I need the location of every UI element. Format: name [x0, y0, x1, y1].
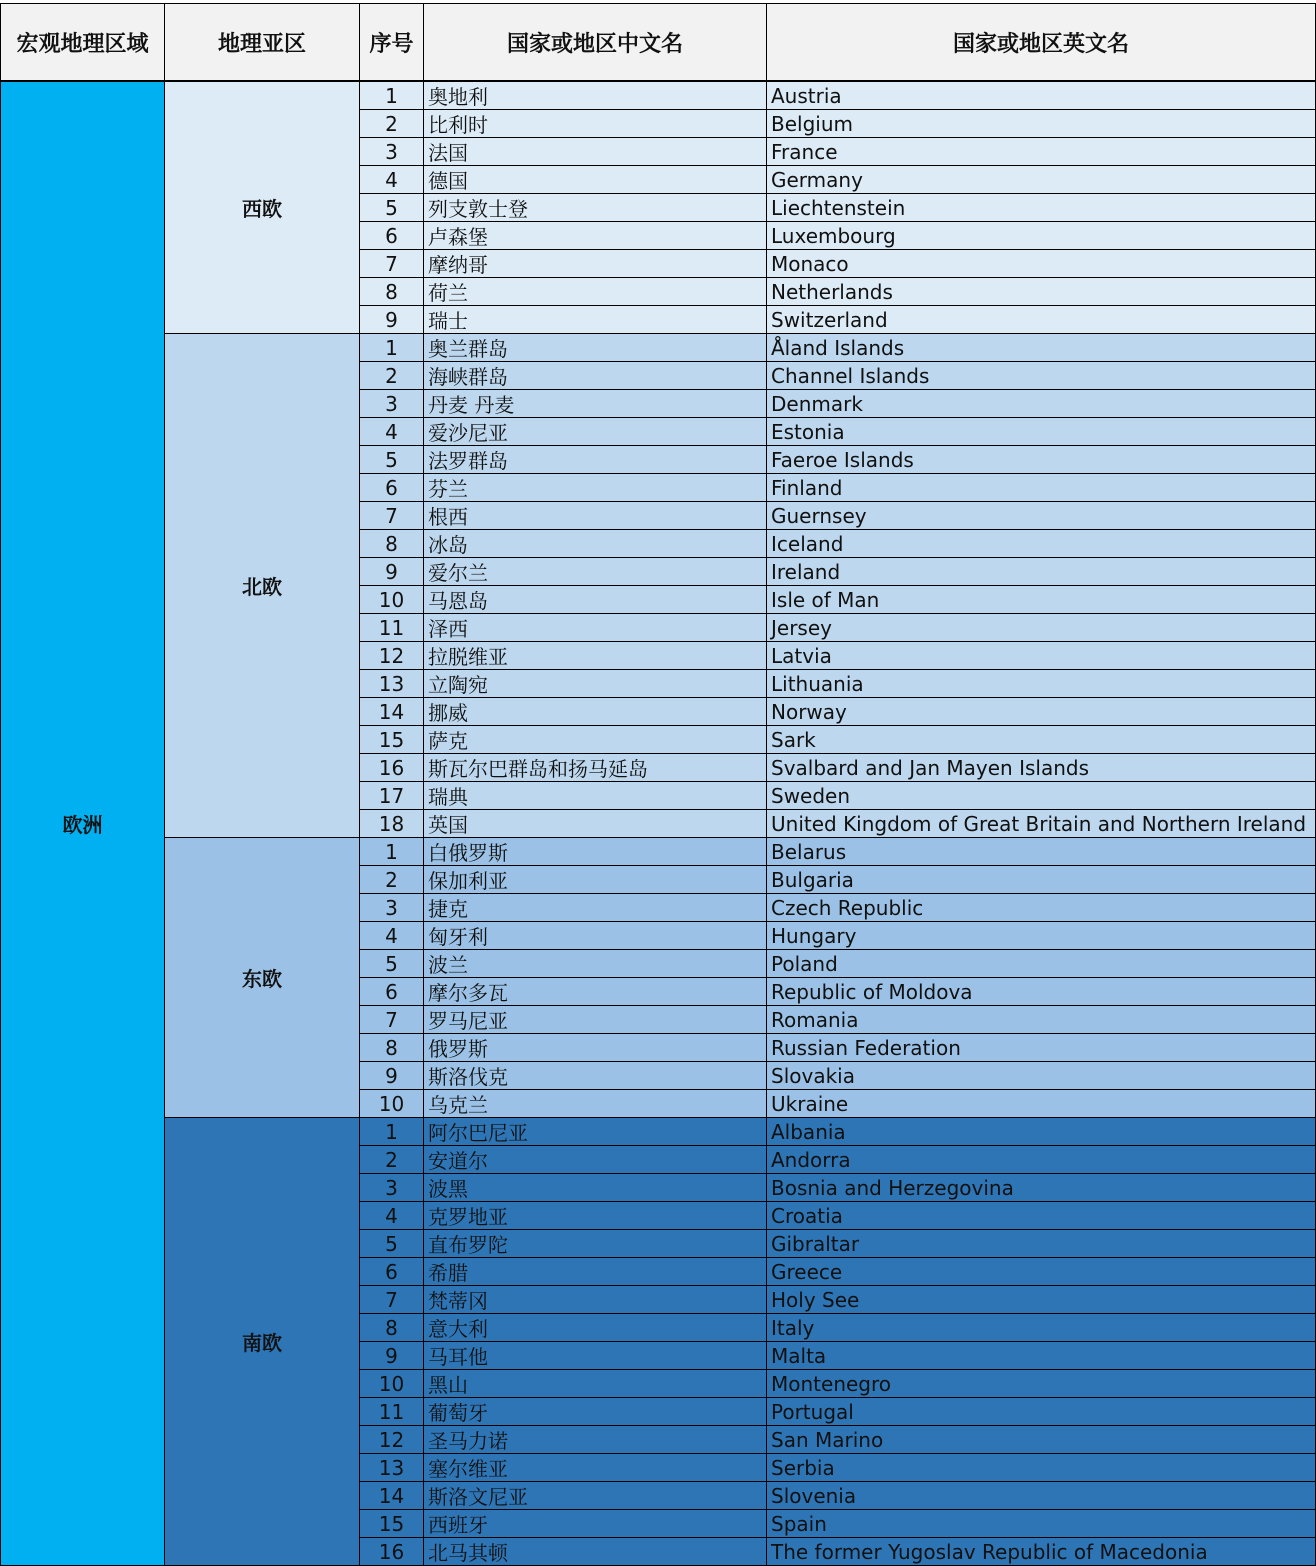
english-name[interactable]: San Marino — [766, 1425, 1316, 1454]
chinese-name[interactable]: 圣马力诺 — [423, 1425, 767, 1454]
row-index[interactable]: 1 — [359, 837, 424, 866]
chinese-name[interactable]: 爱沙尼亚 — [423, 417, 767, 446]
english-name[interactable]: Austria — [766, 81, 1316, 110]
chinese-name[interactable]: 冰岛 — [423, 529, 767, 558]
row-index[interactable]: 3 — [359, 137, 424, 166]
chinese-name[interactable]: 挪威 — [423, 697, 767, 726]
row-index[interactable]: 18 — [359, 809, 424, 838]
row-index[interactable]: 14 — [359, 1481, 424, 1510]
header-index[interactable]: 序号 — [359, 3, 424, 81]
row-index[interactable]: 14 — [359, 697, 424, 726]
chinese-name[interactable]: 奥兰群岛 — [423, 333, 767, 362]
english-name[interactable]: Czech Republic — [766, 893, 1316, 922]
chinese-name[interactable]: 乌克兰 — [423, 1089, 767, 1118]
chinese-name[interactable]: 荷兰 — [423, 277, 767, 306]
english-name[interactable]: Faeroe Islands — [766, 445, 1316, 474]
chinese-name[interactable]: 北马其顿 — [423, 1537, 767, 1566]
english-name[interactable]: Ukraine — [766, 1089, 1316, 1118]
row-index[interactable]: 5 — [359, 1229, 424, 1258]
chinese-name[interactable]: 安道尔 — [423, 1145, 767, 1174]
row-index[interactable]: 4 — [359, 165, 424, 194]
chinese-name[interactable]: 立陶宛 — [423, 669, 767, 698]
row-index[interactable]: 7 — [359, 501, 424, 530]
row-index[interactable]: 2 — [359, 109, 424, 138]
chinese-name[interactable]: 捷克 — [423, 893, 767, 922]
english-name[interactable]: Guernsey — [766, 501, 1316, 530]
english-name[interactable]: Malta — [766, 1341, 1316, 1370]
chinese-name[interactable]: 马恩岛 — [423, 585, 767, 614]
chinese-name[interactable]: 黑山 — [423, 1369, 767, 1398]
row-index[interactable]: 4 — [359, 921, 424, 950]
row-index[interactable]: 13 — [359, 669, 424, 698]
english-name[interactable]: Switzerland — [766, 305, 1316, 334]
chinese-name[interactable]: 斯洛伐克 — [423, 1061, 767, 1090]
english-name[interactable]: Spain — [766, 1509, 1316, 1538]
row-index[interactable]: 5 — [359, 193, 424, 222]
chinese-name[interactable]: 塞尔维亚 — [423, 1453, 767, 1482]
english-name[interactable]: Republic of Moldova — [766, 977, 1316, 1006]
english-name[interactable]: Poland — [766, 949, 1316, 978]
row-index[interactable]: 5 — [359, 445, 424, 474]
chinese-name[interactable]: 列支敦士登 — [423, 193, 767, 222]
chinese-name[interactable]: 奥地利 — [423, 81, 767, 110]
english-name[interactable]: Italy — [766, 1313, 1316, 1342]
row-index[interactable]: 9 — [359, 1061, 424, 1090]
english-name[interactable]: Belarus — [766, 837, 1316, 866]
row-index[interactable]: 3 — [359, 1173, 424, 1202]
english-name[interactable]: Liechtenstein — [766, 193, 1316, 222]
row-index[interactable]: 6 — [359, 221, 424, 250]
row-index[interactable]: 10 — [359, 585, 424, 614]
chinese-name[interactable]: 俄罗斯 — [423, 1033, 767, 1062]
row-index[interactable]: 8 — [359, 529, 424, 558]
chinese-name[interactable]: 爱尔兰 — [423, 557, 767, 586]
english-name[interactable]: Netherlands — [766, 277, 1316, 306]
english-name[interactable]: Russian Federation — [766, 1033, 1316, 1062]
chinese-name[interactable]: 泽西 — [423, 613, 767, 642]
row-index[interactable]: 17 — [359, 781, 424, 810]
english-name[interactable]: Åland Islands — [766, 333, 1316, 362]
row-index[interactable]: 11 — [359, 1397, 424, 1426]
chinese-name[interactable]: 葡萄牙 — [423, 1397, 767, 1426]
english-name[interactable]: Ireland — [766, 557, 1316, 586]
english-name[interactable]: Serbia — [766, 1453, 1316, 1482]
chinese-name[interactable]: 法国 — [423, 137, 767, 166]
row-index[interactable]: 15 — [359, 1509, 424, 1538]
chinese-name[interactable]: 意大利 — [423, 1313, 767, 1342]
chinese-name[interactable]: 萨克 — [423, 725, 767, 754]
chinese-name[interactable]: 希腊 — [423, 1257, 767, 1286]
chinese-name[interactable]: 保加利亚 — [423, 865, 767, 894]
chinese-name[interactable]: 法罗群岛 — [423, 445, 767, 474]
english-name[interactable]: Slovakia — [766, 1061, 1316, 1090]
header-english-name[interactable]: 国家或地区英文名 — [766, 3, 1316, 81]
english-name[interactable]: Jersey — [766, 613, 1316, 642]
english-name[interactable]: Germany — [766, 165, 1316, 194]
chinese-name[interactable]: 马耳他 — [423, 1341, 767, 1370]
english-name[interactable]: Portugal — [766, 1397, 1316, 1426]
english-name[interactable]: Sark — [766, 725, 1316, 754]
chinese-name[interactable]: 阿尔巴尼亚 — [423, 1117, 767, 1146]
chinese-name[interactable]: 德国 — [423, 165, 767, 194]
row-index[interactable]: 10 — [359, 1369, 424, 1398]
chinese-name[interactable]: 卢森堡 — [423, 221, 767, 250]
english-name[interactable]: Bosnia and Herzegovina — [766, 1173, 1316, 1202]
english-name[interactable]: Montenegro — [766, 1369, 1316, 1398]
row-index[interactable]: 8 — [359, 277, 424, 306]
subregion-cell[interactable]: 北欧 — [164, 333, 360, 838]
chinese-name[interactable]: 西班牙 — [423, 1509, 767, 1538]
row-index[interactable]: 1 — [359, 333, 424, 362]
english-name[interactable]: Svalbard and Jan Mayen Islands — [766, 753, 1316, 782]
chinese-name[interactable]: 瑞士 — [423, 305, 767, 334]
row-index[interactable]: 11 — [359, 613, 424, 642]
chinese-name[interactable]: 芬兰 — [423, 473, 767, 502]
row-index[interactable]: 4 — [359, 417, 424, 446]
chinese-name[interactable]: 根西 — [423, 501, 767, 530]
chinese-name[interactable]: 海峡群岛 — [423, 361, 767, 390]
chinese-name[interactable]: 梵蒂冈 — [423, 1285, 767, 1314]
english-name[interactable]: Croatia — [766, 1201, 1316, 1230]
row-index[interactable]: 8 — [359, 1313, 424, 1342]
chinese-name[interactable]: 英国 — [423, 809, 767, 838]
english-name[interactable]: Slovenia — [766, 1481, 1316, 1510]
english-name[interactable]: Sweden — [766, 781, 1316, 810]
row-index[interactable]: 7 — [359, 1005, 424, 1034]
english-name[interactable]: Iceland — [766, 529, 1316, 558]
english-name[interactable]: Latvia — [766, 641, 1316, 670]
row-index[interactable]: 7 — [359, 249, 424, 278]
english-name[interactable]: Albania — [766, 1117, 1316, 1146]
english-name[interactable]: Luxembourg — [766, 221, 1316, 250]
english-name[interactable]: Norway — [766, 697, 1316, 726]
english-name[interactable]: France — [766, 137, 1316, 166]
english-name[interactable]: Lithuania — [766, 669, 1316, 698]
english-name[interactable]: Denmark — [766, 389, 1316, 418]
row-index[interactable]: 9 — [359, 305, 424, 334]
row-index[interactable]: 2 — [359, 361, 424, 390]
chinese-name[interactable]: 斯洛文尼亚 — [423, 1481, 767, 1510]
row-index[interactable]: 12 — [359, 1425, 424, 1454]
english-name[interactable]: Gibraltar — [766, 1229, 1316, 1258]
row-index[interactable]: 16 — [359, 753, 424, 782]
row-index[interactable]: 6 — [359, 473, 424, 502]
macro-region-cell[interactable]: 欧洲 — [0, 81, 165, 1566]
english-name[interactable]: Estonia — [766, 417, 1316, 446]
chinese-name[interactable]: 摩纳哥 — [423, 249, 767, 278]
row-index[interactable]: 9 — [359, 1341, 424, 1370]
row-index[interactable]: 15 — [359, 725, 424, 754]
english-name[interactable]: Monaco — [766, 249, 1316, 278]
english-name[interactable]: The former Yugoslav Republic of Macedonia — [766, 1537, 1316, 1566]
english-name[interactable]: Hungary — [766, 921, 1316, 950]
row-index[interactable]: 6 — [359, 1257, 424, 1286]
chinese-name[interactable]: 瑞典 — [423, 781, 767, 810]
chinese-name[interactable]: 波兰 — [423, 949, 767, 978]
english-name[interactable]: Romania — [766, 1005, 1316, 1034]
row-index[interactable]: 3 — [359, 389, 424, 418]
chinese-name[interactable]: 直布罗陀 — [423, 1229, 767, 1258]
row-index[interactable]: 8 — [359, 1033, 424, 1062]
english-name[interactable]: Finland — [766, 473, 1316, 502]
english-name[interactable]: Holy See — [766, 1285, 1316, 1314]
row-index[interactable]: 2 — [359, 1145, 424, 1174]
chinese-name[interactable]: 克罗地亚 — [423, 1201, 767, 1230]
english-name[interactable]: Belgium — [766, 109, 1316, 138]
row-index[interactable]: 13 — [359, 1453, 424, 1482]
chinese-name[interactable]: 丹麦 丹麦 — [423, 389, 767, 418]
row-index[interactable]: 10 — [359, 1089, 424, 1118]
subregion-cell[interactable]: 东欧 — [164, 837, 360, 1118]
row-index[interactable]: 2 — [359, 865, 424, 894]
chinese-name[interactable]: 拉脱维亚 — [423, 641, 767, 670]
chinese-name[interactable]: 摩尔多瓦 — [423, 977, 767, 1006]
english-name[interactable]: Greece — [766, 1257, 1316, 1286]
chinese-name[interactable]: 罗马尼亚 — [423, 1005, 767, 1034]
row-index[interactable]: 9 — [359, 557, 424, 586]
subregion-cell[interactable]: 南欧 — [164, 1117, 360, 1566]
row-index[interactable]: 1 — [359, 81, 424, 110]
chinese-name[interactable]: 斯瓦尔巴群岛和扬马延岛 — [423, 753, 767, 782]
english-name[interactable]: Andorra — [766, 1145, 1316, 1174]
chinese-name[interactable]: 白俄罗斯 — [423, 837, 767, 866]
header-chinese-name[interactable]: 国家或地区中文名 — [423, 3, 767, 81]
chinese-name[interactable]: 波黑 — [423, 1173, 767, 1202]
row-index[interactable]: 4 — [359, 1201, 424, 1230]
row-index[interactable]: 12 — [359, 641, 424, 670]
english-name[interactable]: Channel Islands — [766, 361, 1316, 390]
chinese-name[interactable]: 比利时 — [423, 109, 767, 138]
row-index[interactable]: 1 — [359, 1117, 424, 1146]
header-subregion[interactable]: 地理亚区 — [164, 3, 360, 81]
english-name[interactable]: United Kingdom of Great Britain and Northern Ireland — [766, 809, 1316, 838]
row-index[interactable]: 16 — [359, 1537, 424, 1566]
subregion-cell[interactable]: 西欧 — [164, 81, 360, 334]
header-macro-region[interactable]: 宏观地理区域 — [0, 3, 165, 81]
english-name[interactable]: Isle of Man — [766, 585, 1316, 614]
chinese-name[interactable]: 匈牙利 — [423, 921, 767, 950]
row-index[interactable]: 3 — [359, 893, 424, 922]
english-name[interactable]: Bulgaria — [766, 865, 1316, 894]
row-index[interactable]: 7 — [359, 1285, 424, 1314]
row-index[interactable]: 5 — [359, 949, 424, 978]
row-index[interactable]: 6 — [359, 977, 424, 1006]
